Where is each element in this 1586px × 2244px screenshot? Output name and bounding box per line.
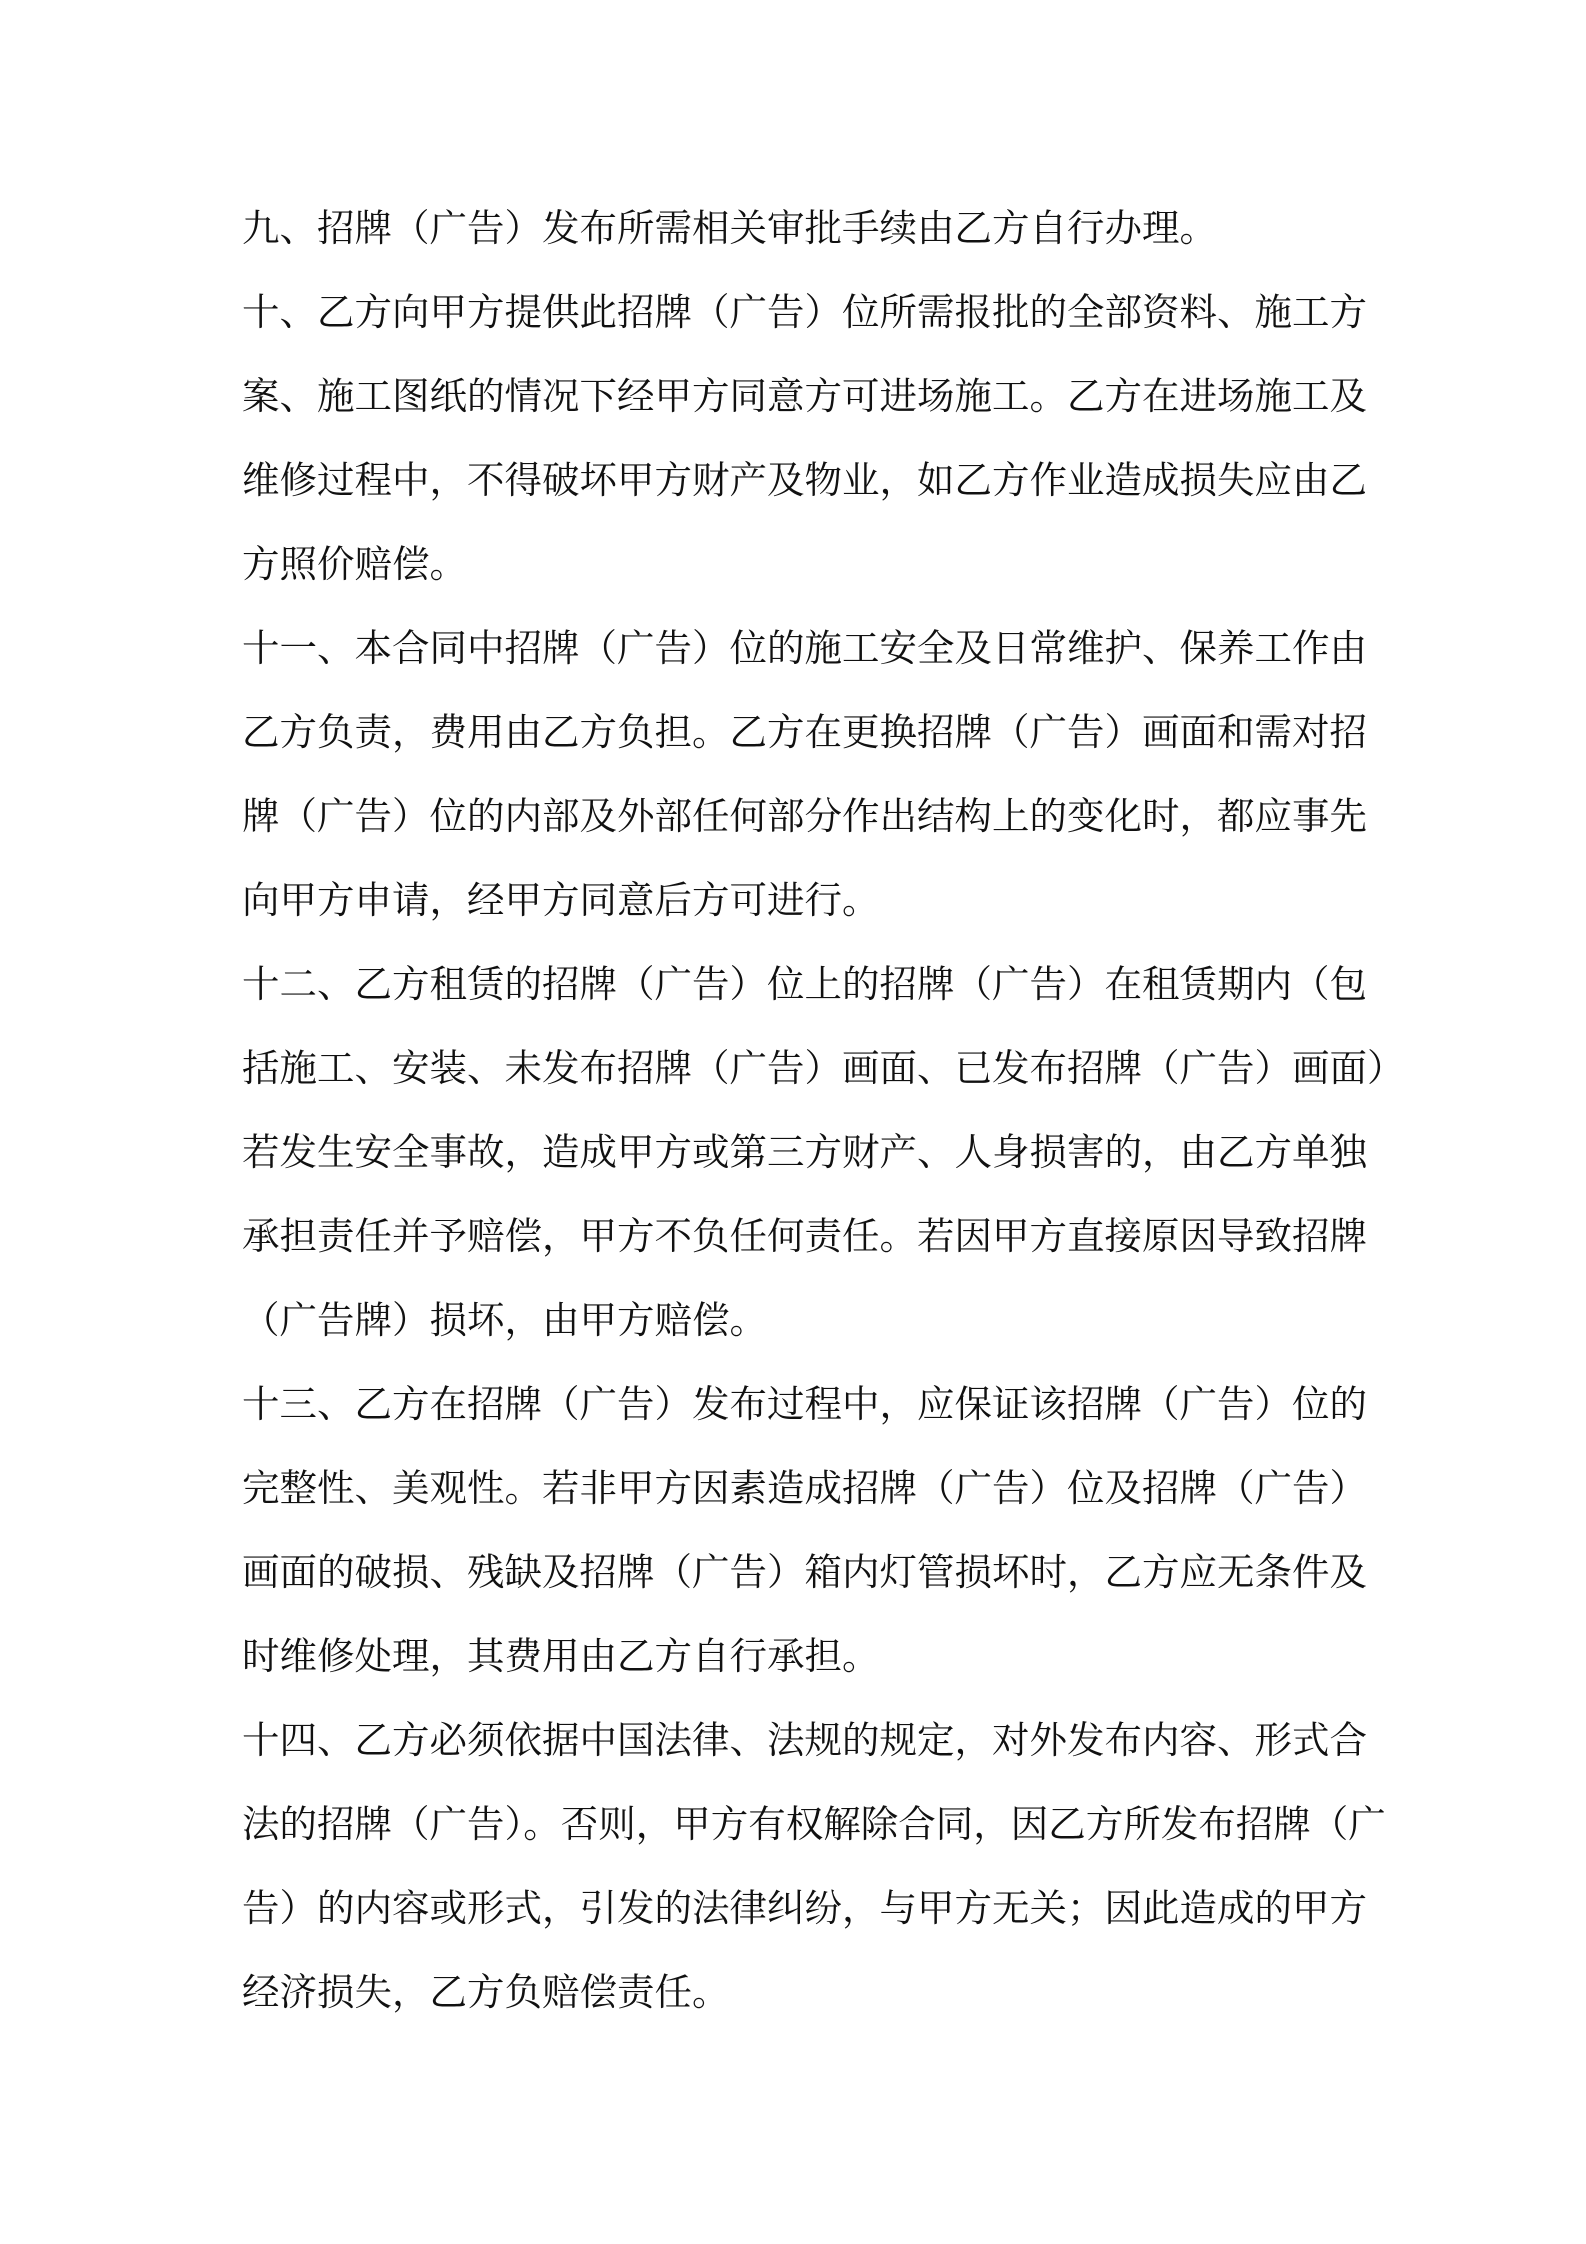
clause-11-line-3: 牌（广告）位的内部及外部任何部分作出结构上的变化时，都应事先	[242, 794, 1367, 838]
clause-13-line-1: 十三、乙方在招牌（广告）发布过程中，应保证该招牌（广告）位的	[242, 1382, 1367, 1426]
clause-14-line-2: 法的招牌（广告）。否则，甲方有权解除合同，因乙方所发布招牌（广	[242, 1802, 1386, 1846]
clause-12-line-1: 十二、乙方租赁的招牌（广告）位上的招牌（广告）在租赁期内（包	[242, 962, 1367, 1006]
clause-13-line-2: 完整性、美观性。若非甲方因素造成招牌（广告）位及招牌（广告）	[242, 1466, 1367, 1510]
clause-12-line-3: 若发生安全事故，造成甲方或第三方财产、人身损害的，由乙方单独	[242, 1130, 1367, 1174]
clause-10-line-2: 案、施工图纸的情况下经甲方同意方可进场施工。乙方在进场施工及	[242, 374, 1367, 418]
clause-13-line-3: 画面的破损、残缺及招牌（广告）箱内灯管损坏时，乙方应无条件及	[242, 1550, 1367, 1594]
clause-10-line-4: 方照价赔偿。	[242, 542, 467, 586]
clause-10-line-3: 维修过程中，不得破坏甲方财产及物业，如乙方作业造成损失应由乙	[242, 458, 1367, 502]
clause-14-line-1: 十四、乙方必须依据中国法律、法规的规定，对外发布内容、形式合	[242, 1718, 1367, 1762]
clause-14-line-4: 经济损失，乙方负赔偿责任。	[242, 1970, 730, 2014]
clause-13-line-4: 时维修处理，其费用由乙方自行承担。	[242, 1634, 880, 1678]
clause-10-line-1: 十、乙方向甲方提供此招牌（广告）位所需报批的全部资料、施工方	[242, 290, 1367, 334]
clause-12-line-5: （广告牌）损坏，由甲方赔偿。	[242, 1298, 767, 1342]
document-body	[242, 196, 1405, 2044]
clause-12-line-2: 括施工、安装、未发布招牌（广告）画面、已发布招牌（广告）画面）	[242, 1046, 1405, 1090]
clause-9-line-1: 九、招牌（广告）发布所需相关审批手续由乙方自行办理。	[242, 206, 1217, 250]
clause-11-line-1: 十一、本合同中招牌（广告）位的施工安全及日常维护、保养工作由	[242, 626, 1367, 670]
clause-11-line-2: 乙方负责，费用由乙方负担。乙方在更换招牌（广告）画面和需对招	[242, 710, 1367, 754]
clause-14-line-3: 告）的内容或形式，引发的法律纠纷，与甲方无关；因此造成的甲方	[242, 1886, 1367, 1930]
clause-11-line-4: 向甲方申请，经甲方同意后方可进行。	[242, 878, 880, 922]
clause-12-line-4: 承担责任并予赔偿，甲方不负任何责任。若因甲方直接原因导致招牌	[242, 1214, 1367, 1258]
